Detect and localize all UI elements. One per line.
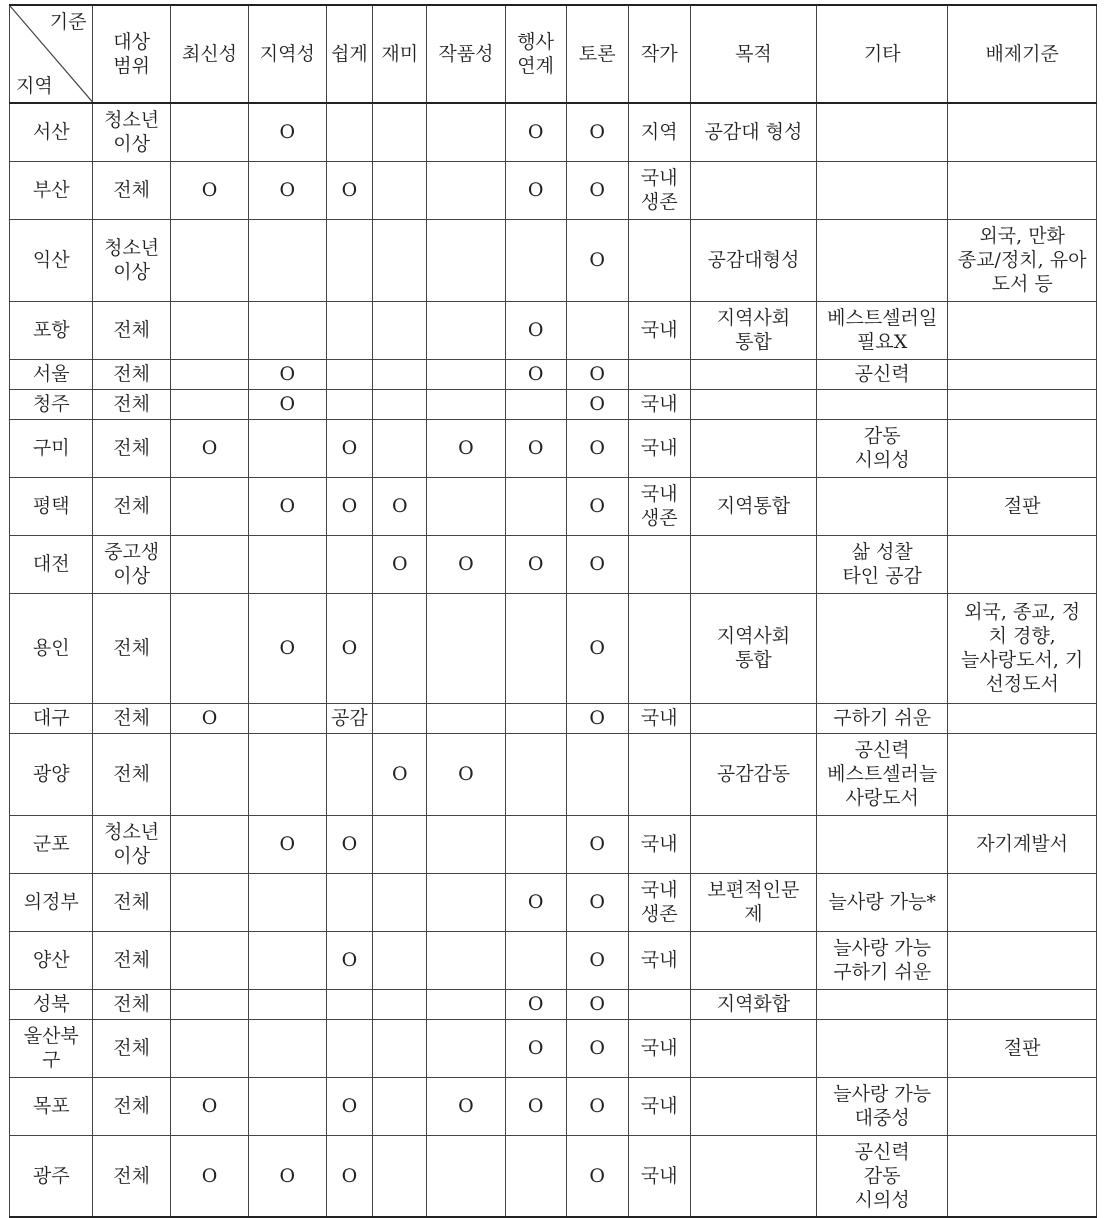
cell-region: 성북 bbox=[10, 989, 93, 1019]
cell-purpose bbox=[690, 931, 816, 989]
cell-locality: O bbox=[249, 161, 326, 219]
cell-discussion bbox=[566, 301, 628, 359]
cell-locality bbox=[249, 931, 326, 989]
cell-easy: O bbox=[326, 815, 373, 873]
cell-other bbox=[817, 815, 948, 873]
cell-discussion: O bbox=[566, 989, 628, 1019]
cell-region: 양산 bbox=[10, 931, 93, 989]
table-row bbox=[10, 419, 1097, 477]
cell-locality bbox=[249, 873, 326, 931]
cell-recency bbox=[170, 873, 248, 931]
cell-easy: O bbox=[326, 161, 373, 219]
cell-artistry bbox=[427, 1019, 505, 1077]
cell-author: 국내 bbox=[628, 1019, 690, 1077]
table-body bbox=[10, 103, 1097, 1217]
header-row bbox=[10, 5, 1097, 103]
cell-region: 울산북 구 bbox=[10, 1019, 93, 1077]
table-row bbox=[10, 1135, 1097, 1217]
cell-exclusion-criteria: 외국, 만화 종교/정치, 유아 도서 등 bbox=[948, 219, 1097, 301]
cell-event-link bbox=[505, 1135, 566, 1217]
table-row bbox=[10, 703, 1097, 733]
table-row bbox=[10, 301, 1097, 359]
cell-artistry bbox=[427, 593, 505, 703]
cell-discussion: O bbox=[566, 703, 628, 733]
cell-other: 공신력 베스트셀러늘 사랑도서 bbox=[817, 733, 948, 815]
cell-exclusion-criteria: 절판 bbox=[948, 477, 1097, 535]
cell-exclusion-criteria bbox=[948, 103, 1097, 161]
cell-region: 부산 bbox=[10, 161, 93, 219]
cell-fun bbox=[373, 989, 427, 1019]
cell-recency bbox=[170, 535, 248, 593]
cell-discussion: O bbox=[566, 1135, 628, 1217]
cell-recency bbox=[170, 931, 248, 989]
cell-other: 구하기 쉬운 bbox=[817, 703, 948, 733]
cell-locality bbox=[249, 535, 326, 593]
cell-exclusion-criteria bbox=[948, 301, 1097, 359]
cell-purpose bbox=[690, 1135, 816, 1217]
cell-locality: O bbox=[249, 389, 326, 419]
cell-event-link: O bbox=[505, 359, 566, 389]
cell-fun: O bbox=[373, 535, 427, 593]
cell-artistry bbox=[427, 873, 505, 931]
cell-target-scope: 청소년 이상 bbox=[93, 219, 170, 301]
cell-fun bbox=[373, 1077, 427, 1135]
cell-recency: O bbox=[170, 419, 248, 477]
table-row bbox=[10, 389, 1097, 419]
cell-artistry: O bbox=[427, 1077, 505, 1135]
header-purpose: 목적 bbox=[690, 5, 816, 103]
cell-discussion: O bbox=[566, 931, 628, 989]
cell-locality: O bbox=[249, 477, 326, 535]
header-other: 기타 bbox=[817, 5, 948, 103]
cell-artistry: O bbox=[427, 535, 505, 593]
cell-other: 공신력 bbox=[817, 359, 948, 389]
corner-label-criteria: 기준 bbox=[49, 11, 87, 33]
cell-other bbox=[817, 1019, 948, 1077]
cell-event-link bbox=[505, 389, 566, 419]
header-author: 작가 bbox=[628, 5, 690, 103]
cell-target-scope: 전체 bbox=[93, 873, 170, 931]
cell-fun bbox=[373, 219, 427, 301]
cell-discussion: O bbox=[566, 161, 628, 219]
cell-artistry bbox=[427, 103, 505, 161]
cell-event-link: O bbox=[505, 1019, 566, 1077]
cell-exclusion-criteria bbox=[948, 703, 1097, 733]
table-row bbox=[10, 535, 1097, 593]
cell-locality bbox=[249, 219, 326, 301]
cell-easy bbox=[326, 873, 373, 931]
cell-artistry bbox=[427, 389, 505, 419]
cell-easy bbox=[326, 103, 373, 161]
cell-easy bbox=[326, 733, 373, 815]
cell-exclusion-criteria: 외국, 종교, 정 치 경향, 늘사랑도서, 기 선정도서 bbox=[948, 593, 1097, 703]
cell-recency bbox=[170, 815, 248, 873]
cell-other bbox=[817, 389, 948, 419]
cell-exclusion-criteria: 자기계발서 bbox=[948, 815, 1097, 873]
cell-locality bbox=[249, 301, 326, 359]
cell-locality: O bbox=[249, 1135, 326, 1217]
cell-artistry bbox=[427, 477, 505, 535]
cell-locality: O bbox=[249, 103, 326, 161]
cell-discussion: O bbox=[566, 389, 628, 419]
cell-easy: O bbox=[326, 419, 373, 477]
cell-region: 광주 bbox=[10, 1135, 93, 1217]
cell-fun bbox=[373, 593, 427, 703]
cell-recency bbox=[170, 219, 248, 301]
table-row bbox=[10, 873, 1097, 931]
cell-exclusion-criteria bbox=[948, 931, 1097, 989]
header-discussion: 토론 bbox=[566, 5, 628, 103]
cell-target-scope: 전체 bbox=[93, 931, 170, 989]
cell-locality: O bbox=[249, 593, 326, 703]
cell-easy bbox=[326, 989, 373, 1019]
cell-fun bbox=[373, 389, 427, 419]
cell-easy bbox=[326, 535, 373, 593]
cell-target-scope: 전체 bbox=[93, 989, 170, 1019]
cell-purpose: 공감대형성 bbox=[690, 219, 816, 301]
cell-exclusion-criteria bbox=[948, 989, 1097, 1019]
table-row bbox=[10, 815, 1097, 873]
cell-event-link: O bbox=[505, 873, 566, 931]
cell-purpose: 공감대 형성 bbox=[690, 103, 816, 161]
cell-fun: O bbox=[373, 477, 427, 535]
cell-region: 서산 bbox=[10, 103, 93, 161]
cell-artistry: O bbox=[427, 733, 505, 815]
table-row bbox=[10, 103, 1097, 161]
cell-purpose bbox=[690, 161, 816, 219]
cell-event-link: O bbox=[505, 535, 566, 593]
cell-fun bbox=[373, 703, 427, 733]
cell-other: 공신력 감동 시의성 bbox=[817, 1135, 948, 1217]
cell-exclusion-criteria bbox=[948, 1135, 1097, 1217]
table-row bbox=[10, 161, 1097, 219]
cell-easy: O bbox=[326, 1135, 373, 1217]
header-easy: 쉽게 bbox=[326, 5, 373, 103]
header-artistry: 작품성 bbox=[427, 5, 505, 103]
cell-other bbox=[817, 989, 948, 1019]
cell-other bbox=[817, 219, 948, 301]
cell-exclusion-criteria bbox=[948, 535, 1097, 593]
cell-fun bbox=[373, 419, 427, 477]
cell-fun bbox=[373, 301, 427, 359]
cell-author: 국내 생존 bbox=[628, 161, 690, 219]
cell-event-link bbox=[505, 593, 566, 703]
cell-recency bbox=[170, 477, 248, 535]
cell-purpose: 지역사회 통합 bbox=[690, 301, 816, 359]
cell-author bbox=[628, 219, 690, 301]
cell-event-link bbox=[505, 931, 566, 989]
cell-target-scope: 전체 bbox=[93, 477, 170, 535]
cell-purpose bbox=[690, 703, 816, 733]
cell-event-link: O bbox=[505, 419, 566, 477]
cell-region: 광양 bbox=[10, 733, 93, 815]
cell-purpose bbox=[690, 359, 816, 389]
cell-recency bbox=[170, 1019, 248, 1077]
cell-discussion: O bbox=[566, 103, 628, 161]
cell-exclusion-criteria bbox=[948, 873, 1097, 931]
cell-region: 익산 bbox=[10, 219, 93, 301]
cell-other bbox=[817, 103, 948, 161]
table-row bbox=[10, 1019, 1097, 1077]
cell-recency bbox=[170, 389, 248, 419]
cell-recency: O bbox=[170, 161, 248, 219]
cell-recency bbox=[170, 989, 248, 1019]
cell-artistry bbox=[427, 161, 505, 219]
cell-target-scope: 전체 bbox=[93, 1135, 170, 1217]
cell-discussion: O bbox=[566, 593, 628, 703]
cell-author bbox=[628, 733, 690, 815]
cell-target-scope: 전체 bbox=[93, 359, 170, 389]
cell-easy bbox=[326, 1019, 373, 1077]
cell-author: 국내 bbox=[628, 1077, 690, 1135]
header-recency: 최신성 bbox=[170, 5, 248, 103]
table-row bbox=[10, 359, 1097, 389]
cell-author: 국내 생존 bbox=[628, 873, 690, 931]
cell-event-link bbox=[505, 477, 566, 535]
cell-exclusion-criteria bbox=[948, 419, 1097, 477]
cell-region: 대전 bbox=[10, 535, 93, 593]
cell-author: 국내 bbox=[628, 931, 690, 989]
cell-fun: O bbox=[373, 733, 427, 815]
cell-easy: 공감 bbox=[326, 703, 373, 733]
cell-author bbox=[628, 593, 690, 703]
cell-easy bbox=[326, 219, 373, 301]
cell-purpose bbox=[690, 419, 816, 477]
cell-other: 베스트셀러일 필요X bbox=[817, 301, 948, 359]
cell-easy bbox=[326, 389, 373, 419]
table-row bbox=[10, 219, 1097, 301]
cell-region: 군포 bbox=[10, 815, 93, 873]
cell-discussion: O bbox=[566, 359, 628, 389]
cell-purpose bbox=[690, 1077, 816, 1135]
table-row bbox=[10, 733, 1097, 815]
cell-artistry bbox=[427, 931, 505, 989]
cell-author: 국내 bbox=[628, 419, 690, 477]
cell-discussion: O bbox=[566, 419, 628, 477]
table-row bbox=[10, 593, 1097, 703]
cell-easy bbox=[326, 301, 373, 359]
cell-recency: O bbox=[170, 703, 248, 733]
cell-locality bbox=[249, 703, 326, 733]
cell-locality bbox=[249, 419, 326, 477]
cell-purpose bbox=[690, 815, 816, 873]
cell-event-link bbox=[505, 703, 566, 733]
cell-artistry bbox=[427, 301, 505, 359]
cell-recency bbox=[170, 733, 248, 815]
cell-discussion: O bbox=[566, 1077, 628, 1135]
cell-other bbox=[817, 593, 948, 703]
cell-region: 목포 bbox=[10, 1077, 93, 1135]
cell-artistry bbox=[427, 703, 505, 733]
cell-target-scope: 청소년 이상 bbox=[93, 103, 170, 161]
cell-exclusion-criteria bbox=[948, 1077, 1097, 1135]
cell-artistry bbox=[427, 1135, 505, 1217]
cell-easy: O bbox=[326, 1077, 373, 1135]
cell-fun bbox=[373, 873, 427, 931]
table-row bbox=[10, 989, 1097, 1019]
cell-event-link: O bbox=[505, 1077, 566, 1135]
cell-fun bbox=[373, 1135, 427, 1217]
cell-artistry bbox=[427, 815, 505, 873]
cell-locality bbox=[249, 733, 326, 815]
cell-easy: O bbox=[326, 477, 373, 535]
cell-purpose bbox=[690, 535, 816, 593]
cell-target-scope: 전체 bbox=[93, 1019, 170, 1077]
cell-target-scope: 전체 bbox=[93, 733, 170, 815]
cell-locality bbox=[249, 1019, 326, 1077]
cell-event-link: O bbox=[505, 301, 566, 359]
cell-discussion bbox=[566, 733, 628, 815]
cell-author: 지역 bbox=[628, 103, 690, 161]
cell-other: 늘사랑 가능* bbox=[817, 873, 948, 931]
cell-event-link bbox=[505, 733, 566, 815]
cell-artistry: O bbox=[427, 419, 505, 477]
cell-locality bbox=[249, 1077, 326, 1135]
cell-recency: O bbox=[170, 1077, 248, 1135]
cell-region: 포항 bbox=[10, 301, 93, 359]
header-target-scope: 대상 범위 bbox=[93, 5, 170, 103]
cell-artistry bbox=[427, 989, 505, 1019]
cell-discussion: O bbox=[566, 535, 628, 593]
header-event-link: 행사 연계 bbox=[505, 5, 566, 103]
cell-discussion: O bbox=[566, 1019, 628, 1077]
cell-exclusion-criteria bbox=[948, 389, 1097, 419]
cell-target-scope: 청소년 이상 bbox=[93, 815, 170, 873]
cell-easy: O bbox=[326, 931, 373, 989]
header-exclusion-criteria: 배제기준 bbox=[948, 5, 1097, 103]
criteria-table-container bbox=[9, 4, 1097, 1218]
cell-fun bbox=[373, 103, 427, 161]
cell-target-scope: 전체 bbox=[93, 419, 170, 477]
cell-region: 구미 bbox=[10, 419, 93, 477]
cell-author: 국내 bbox=[628, 1135, 690, 1217]
cell-fun bbox=[373, 359, 427, 389]
cell-locality: O bbox=[249, 359, 326, 389]
cell-locality bbox=[249, 989, 326, 1019]
cell-other: 늘사랑 가능 대중성 bbox=[817, 1077, 948, 1135]
cell-target-scope: 전체 bbox=[93, 301, 170, 359]
cell-artistry bbox=[427, 359, 505, 389]
table-row bbox=[10, 477, 1097, 535]
header-fun: 재미 bbox=[373, 5, 427, 103]
cell-fun bbox=[373, 931, 427, 989]
cell-event-link: O bbox=[505, 989, 566, 1019]
cell-recency bbox=[170, 359, 248, 389]
cell-target-scope: 전체 bbox=[93, 703, 170, 733]
cell-purpose: 지역사회 통합 bbox=[690, 593, 816, 703]
cell-purpose: 보편적인문 제 bbox=[690, 873, 816, 931]
cell-author bbox=[628, 359, 690, 389]
cell-event-link: O bbox=[505, 103, 566, 161]
cell-target-scope: 중고생 이상 bbox=[93, 535, 170, 593]
cell-exclusion-criteria: 절판 bbox=[948, 1019, 1097, 1077]
cell-fun bbox=[373, 815, 427, 873]
cell-discussion: O bbox=[566, 477, 628, 535]
selection-criteria-table bbox=[9, 4, 1097, 1218]
cell-event-link bbox=[505, 219, 566, 301]
table-row bbox=[10, 1077, 1097, 1135]
cell-artistry bbox=[427, 219, 505, 301]
header-locality: 지역성 bbox=[249, 5, 326, 103]
cell-other bbox=[817, 477, 948, 535]
cell-other: 삶 성찰 타인 공감 bbox=[817, 535, 948, 593]
cell-region: 의정부 bbox=[10, 873, 93, 931]
cell-author: 국내 생존 bbox=[628, 477, 690, 535]
cell-fun bbox=[373, 161, 427, 219]
cell-recency bbox=[170, 301, 248, 359]
cell-fun bbox=[373, 1019, 427, 1077]
cell-easy bbox=[326, 359, 373, 389]
cell-region: 대구 bbox=[10, 703, 93, 733]
cell-discussion: O bbox=[566, 815, 628, 873]
cell-region: 서울 bbox=[10, 359, 93, 389]
cell-purpose bbox=[690, 389, 816, 419]
corner-label-region: 지역 bbox=[16, 75, 53, 97]
cell-recency bbox=[170, 593, 248, 703]
cell-locality: O bbox=[249, 815, 326, 873]
cell-exclusion-criteria bbox=[948, 733, 1097, 815]
cell-author: 국내 bbox=[628, 301, 690, 359]
cell-target-scope: 전체 bbox=[93, 593, 170, 703]
cell-author: 국내 bbox=[628, 389, 690, 419]
cell-other: 늘사랑 가능 구하기 쉬운 bbox=[817, 931, 948, 989]
cell-purpose bbox=[690, 1019, 816, 1077]
cell-other bbox=[817, 161, 948, 219]
cell-easy: O bbox=[326, 593, 373, 703]
cell-author bbox=[628, 535, 690, 593]
cell-recency: O bbox=[170, 1135, 248, 1217]
corner-header-cell bbox=[10, 5, 93, 103]
cell-purpose: 지역화합 bbox=[690, 989, 816, 1019]
cell-target-scope: 전체 bbox=[93, 1077, 170, 1135]
cell-region: 용인 bbox=[10, 593, 93, 703]
cell-recency bbox=[170, 103, 248, 161]
cell-discussion: O bbox=[566, 873, 628, 931]
cell-exclusion-criteria bbox=[948, 161, 1097, 219]
cell-region: 평택 bbox=[10, 477, 93, 535]
cell-author: 국내 bbox=[628, 815, 690, 873]
cell-target-scope: 전체 bbox=[93, 389, 170, 419]
cell-author bbox=[628, 989, 690, 1019]
cell-exclusion-criteria bbox=[948, 359, 1097, 389]
cell-purpose: 지역통합 bbox=[690, 477, 816, 535]
cell-purpose: 공감감동 bbox=[690, 733, 816, 815]
table-row bbox=[10, 931, 1097, 989]
cell-event-link bbox=[505, 815, 566, 873]
cell-author: 국내 bbox=[628, 703, 690, 733]
cell-other: 감동 시의성 bbox=[817, 419, 948, 477]
cell-target-scope: 전체 bbox=[93, 161, 170, 219]
cell-region: 청주 bbox=[10, 389, 93, 419]
cell-event-link: O bbox=[505, 161, 566, 219]
cell-discussion: O bbox=[566, 219, 628, 301]
